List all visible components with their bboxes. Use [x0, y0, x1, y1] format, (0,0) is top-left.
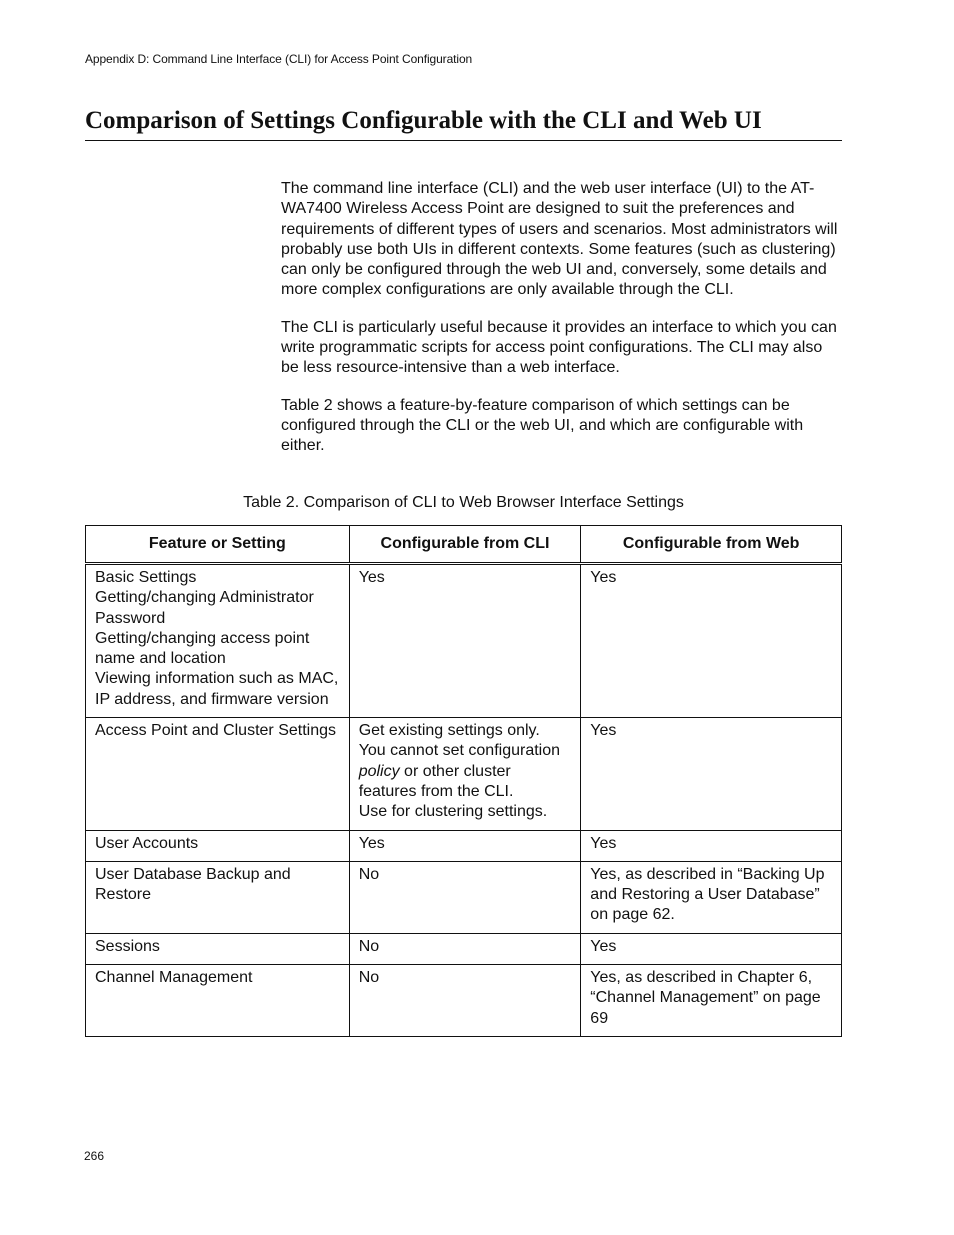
- cli-line: [359, 741, 573, 802]
- table-row: [86, 718, 842, 830]
- web-cell: Yes: [581, 718, 842, 830]
- cli-line: Get existing settings only.: [358, 722, 540, 740]
- table-row: [86, 830, 842, 861]
- cli-cell: No: [349, 965, 581, 1037]
- cli-line: Use for clustering settings.: [358, 803, 548, 821]
- table-reference-paragraph: Table 2 shows a feature-by-feature comparison of which settings can be configured through the CLI or the web UI, and which are configurable with either.: [281, 396, 804, 455]
- web-cell: Yes, as described in “Backing Up and Restoring a User Database” on page 62.: [581, 861, 842, 933]
- comparison-table: [85, 525, 842, 1037]
- feature-cell: User Accounts: [86, 830, 350, 861]
- intro-paragraph: The command line interface (CLI) and the web user interface (UI) to the AT-WA7400 Wireless Access Point are designed to suit the preferences and requirements of different types of users and scenarios. Most administrators will probably use both UIs in different contexts. Some features (such as clustering) can only be configured through the web UI and, conversely, some details and more complex configurations are only available through the CLI.: [281, 180, 838, 299]
- feature-cell: User Database Backup and Restore: [86, 861, 350, 933]
- table-row: [86, 933, 842, 964]
- header-web: Configurable from Web: [581, 526, 842, 564]
- feature-cell: Channel Management: [86, 965, 350, 1037]
- web-cell: Yes, as described in Chapter 6, “Channel Management” on page 69: [581, 965, 842, 1037]
- table-row: [86, 861, 842, 933]
- table-header-row: [86, 526, 842, 564]
- table-caption: Table 2. Comparison of CLI to Web Browser Interface Settings: [243, 494, 684, 511]
- cli-usefulness-paragraph: The CLI is particularly useful because it provides an interface to which you can write programmatic scripts for access point configurations. The CLI may also be less resource-intensive than a web interface.: [281, 318, 837, 377]
- cli-text: or other cluster features from the CLI.: [358, 762, 514, 800]
- web-cell: Yes: [581, 933, 842, 964]
- web-cell: Yes: [581, 830, 842, 861]
- cli-cell: No: [349, 933, 581, 964]
- cli-cell: No: [349, 861, 581, 933]
- cli-emphasis: policy: [358, 762, 400, 780]
- section-title: Comparison of Settings Configurable with the CLI and Web UI: [85, 106, 842, 141]
- running-header: Appendix D: Command Line Interface (CLI) for Access Point Configuration: [85, 52, 473, 66]
- table-row: [86, 564, 842, 718]
- feature-cell: Sessions: [86, 933, 350, 964]
- page-number: 266: [84, 1149, 105, 1163]
- cli-cell: [349, 718, 581, 830]
- web-cell: Yes: [581, 564, 842, 718]
- header-cli: Configurable from CLI: [349, 526, 581, 564]
- feature-cell: Access Point and Cluster Settings: [86, 718, 350, 830]
- feature-line: Basic Settings: [95, 569, 197, 586]
- feature-cell: [86, 564, 350, 718]
- cli-cell: Yes: [349, 830, 581, 861]
- table-row: [86, 965, 842, 1037]
- feature-line: Viewing information such as MAC, IP address, and firmware version: [95, 670, 339, 708]
- cli-text: You cannot set configuration: [358, 742, 561, 760]
- feature-line: Getting/changing access point name and location: [95, 629, 310, 668]
- cli-cell: Yes: [349, 564, 581, 718]
- feature-line: Getting/changing Administrator Password: [95, 589, 314, 627]
- body-text: [281, 179, 843, 474]
- header-feature: Feature or Setting: [86, 526, 350, 564]
